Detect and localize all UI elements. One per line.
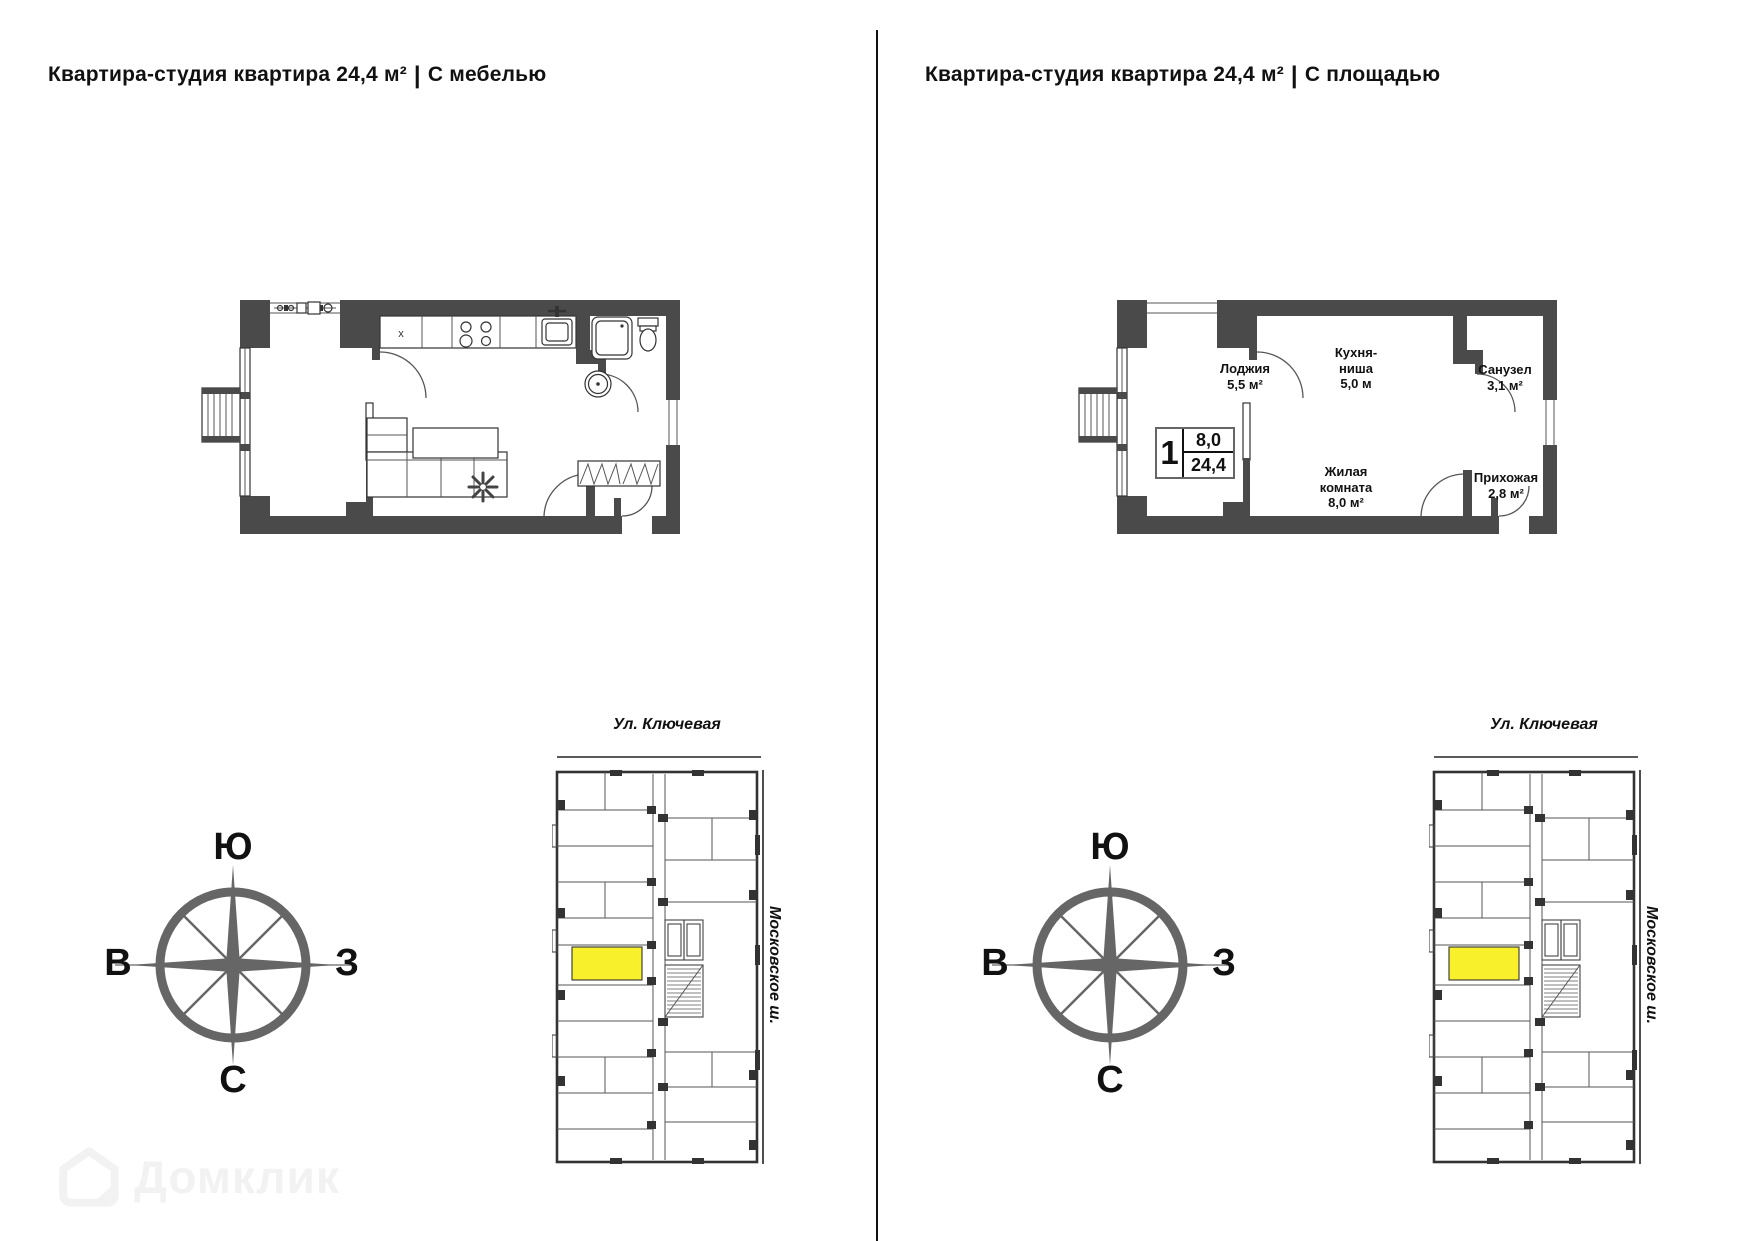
compass-label-west: З: [335, 942, 359, 984]
left-title-separator: |: [413, 62, 421, 89]
right-panel-title: [925, 62, 1440, 90]
left-title-suffix: С мебелью: [427, 63, 547, 86]
room-label-loggia: Лоджия 5,5 м²: [1220, 361, 1270, 392]
compass-label-north: С: [219, 1059, 247, 1101]
site-plan: [1429, 740, 1659, 1165]
panel-divider: [876, 30, 878, 1241]
kitchen-x-mark: x: [398, 328, 404, 340]
street-label-top: Ул. Ключевая: [613, 716, 721, 733]
right-title-suffix: С площадью: [1304, 63, 1441, 86]
room-label-living: Жилая комната 8,0 м²: [1319, 464, 1373, 510]
toilet: [638, 318, 658, 326]
left-title-main: Квартира-студия квартира 24,4 м²: [48, 63, 407, 86]
plant: [469, 473, 497, 501]
compass-label-south-up: Ю: [1090, 826, 1130, 868]
street-label-side: Московское ш.: [1643, 906, 1660, 1024]
info-living-area: 8,0: [1184, 429, 1233, 453]
room-label-bathroom: Санузел 3,1 м²: [1478, 362, 1532, 393]
right-title-main: Квартира-студия квартира 24,4 м²: [925, 63, 1284, 86]
info-total-area: 24,4: [1190, 454, 1227, 475]
watermark-brand: Домклик: [134, 1151, 340, 1203]
compass-label-south-up: Ю: [213, 826, 253, 868]
street-label-side: Московское ш.: [766, 906, 783, 1024]
domclick-logo-icon: [58, 1146, 120, 1208]
site-plan: [552, 740, 782, 1165]
room-label-kitchen: Кухня- ниша 5,0 м: [1334, 345, 1378, 391]
left-panel-title: [48, 62, 546, 90]
compass-label-north: С: [1096, 1059, 1124, 1101]
table: [413, 428, 498, 458]
compass-label-west: З: [1212, 942, 1236, 984]
right-title-separator: |: [1290, 62, 1298, 89]
info-rooms-count: 1: [1157, 429, 1184, 477]
watermark: [58, 1146, 340, 1208]
room-label-hallway: Прихожая 2,8 м²: [1473, 470, 1539, 501]
furniture-layer: [274, 302, 660, 501]
street-label-top: Ул. Ключевая: [1490, 716, 1598, 733]
compass-label-east: В: [981, 942, 1009, 984]
compass-label-east: В: [104, 942, 132, 984]
apartment-info-card: [1155, 427, 1235, 479]
floorplan-furnished: [200, 300, 690, 540]
